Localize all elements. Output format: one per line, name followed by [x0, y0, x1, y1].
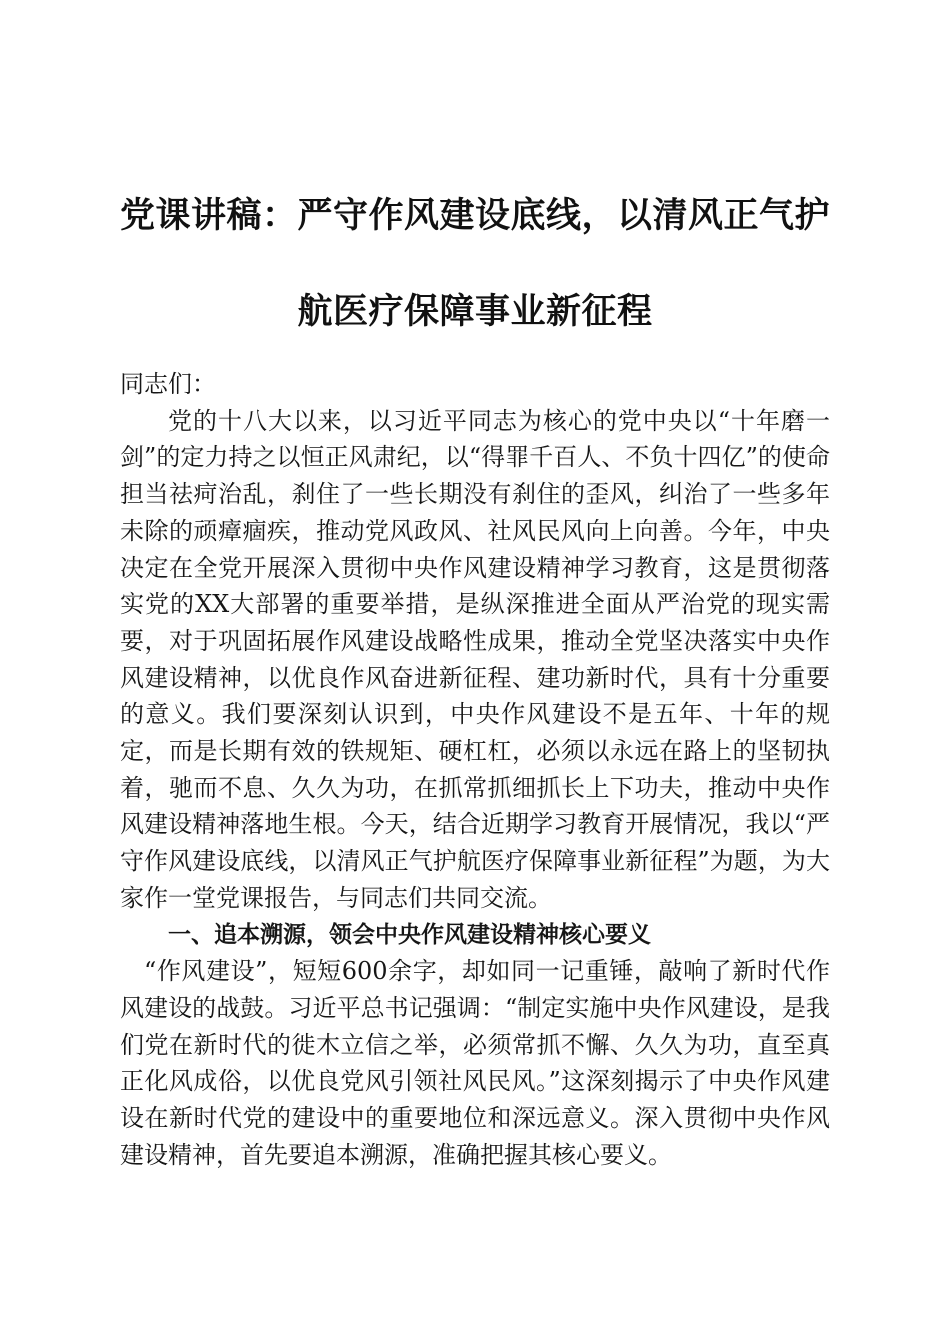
- title-line-1: 党课讲稿：严守作风建设底线，以清风正气护: [119, 196, 830, 236]
- paragraph-intro: 党的十八大以来，以习近平同志为核心的党中央以“十年磨一剑”的定力持之以恒正风肃纪，以“得罪千百人、不负十四亿”的使命担当祛疴治乱，刹住了一些长期没有刹住的歪风，纠治了一些多年未除的顽瘴痼疾，推动党风政风、社风民风向上向善。今年，中央决定在全党开展深入贯彻中央作风建设精神学习教育，这是贯彻落实党的XX大部署的重要举措，是纵深推进全面从严治党的现实需要，对于巩固拓展作风建设战略性成果，推动全党坚决落实中央作风建设精神，以优良作风奋进新征程、建功新时代，具有十分重要的意义。我们要深刻认识到，中央作风建设不是五年、十年的规定，而是长期有效的铁规矩、硬杠杠，必须以永远在路上的坚韧执着，驰而不息、久久为功，在抓常抓细抓长上下功夫，推动中央作风建设精神落地生根。今天，结合近期学习教育开展情况，我以“严守作风建设底线，以清风正气护航医疗保障事业新征程”为题，为大家作一堂党课报告，与同志们共同交流。: [120, 406, 830, 912]
- title-line-2: 航医疗保障事业新征程: [297, 292, 653, 332]
- salutation: 同志们：: [120, 370, 216, 398]
- document-title: [110, 168, 840, 360]
- document-body: [120, 366, 830, 1173]
- section-heading-1: 一、追本溯源，领会中央作风建设精神核心要义: [168, 921, 651, 948]
- paragraph-section-1: “作风建设”，短短600余字，却如同一记重锤，敲响了新时代作风建设的战鼓。习近平总书记强调：“制定实施中央作风建设，是我们党在新时代的徙木立信之举，必须常抓不懈、久久为功，直至真正化风成俗，以优良党风引领社风民风。”这深刻揭示了中央作风建设在新时代党的建设中的重要地位和深远意义。深入贯彻中央作风建设精神，首先要追本溯源，准确把握其核心要义。: [120, 957, 830, 1169]
